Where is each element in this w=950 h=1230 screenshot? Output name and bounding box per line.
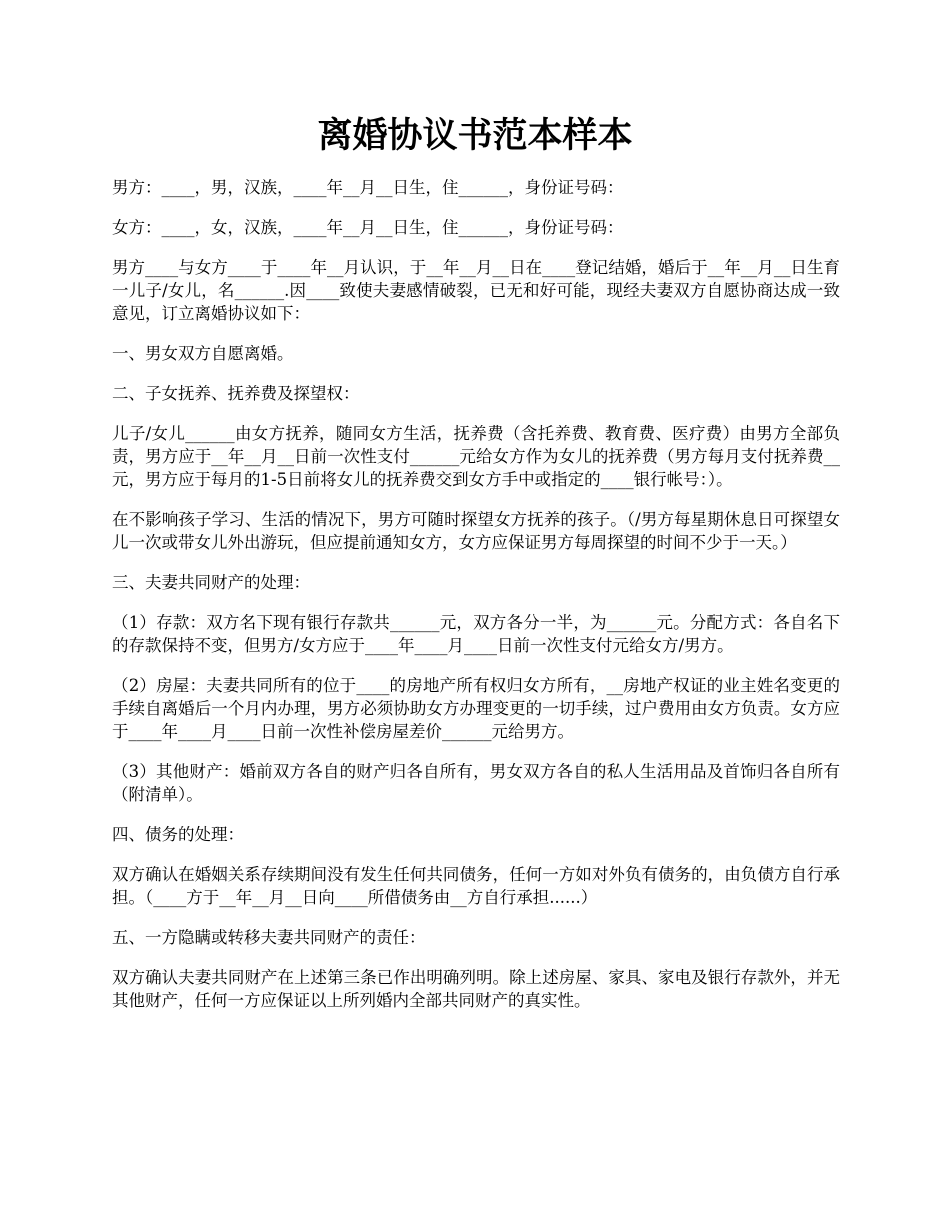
debts-paragraph: 双方确认在婚姻关系存续期间没有发生任何共同债务，任何一方如对外负有债务的，由负债方自行承担。（____方于__年__月__日向____所借债务由__方自行承担......） <box>112 865 840 907</box>
section-heading-divorce: 一、男女双方自愿离婚。 <box>112 344 294 363</box>
document-title: 离婚协议书范本样本 <box>317 115 633 156</box>
party-female-paragraph: 女方：____，女，汉族，____年__月__日生，住______，身份证号码： <box>112 218 624 237</box>
property-other-paragraph: （3）其他财产：婚前双方各自的财产归各自所有，男女双方各自的私人生活用品及首饰归各自所有（附清单）。 <box>112 762 840 804</box>
marriage-background-paragraph: 男方____与女方____于____年__月认识，于__年__月__日在____登记结婚，婚后于__年__月__日生育一儿子/女儿，名______.因____致使夫妻感情破裂，已无和好可能，现经夫妻双方自愿协商达成一致意见，订立离婚协议如下： <box>112 258 840 323</box>
document-body <box>112 176 840 1029</box>
property-house-paragraph: （2）房屋：夫妻共同所有的位于____的房地产所有权归女方所有，__房地产权证的业主姓名变更的手续自离婚后一个月内办理，男方必须协助女方办理变更的一切手续，过户费用由女方负责。女方应于____年____月____日前一次性补偿房屋差价______元给男方。 <box>112 676 840 741</box>
concealment-paragraph: 双方确认夫妻共同财产在上述第三条已作出明确列明。除上述房屋、家具、家电及银行存款外，并无其他财产，任何一方应保证以上所列婚内全部共同财产的真实性。 <box>112 968 840 1010</box>
section-heading-custody: 二、子女抚养、抚养费及探望权： <box>112 384 360 403</box>
visitation-paragraph: 在不影响孩子学习、生活的情况下，男方可随时探望女方抚养的孩子。（/男方每星期休息日可探望女儿一次或带女儿外出游玩，但应提前通知女方，女方应保证男方每周探望的时间不少于一天。） <box>112 510 840 552</box>
section-heading-concealment: 五、一方隐瞒或转移夫妻共同财产的责任： <box>112 928 426 947</box>
custody-support-paragraph: 儿子/女儿______由女方抚养，随同女方生活，抚养费（含托养费、教育费、医疗费）由男方全部负责，男方应于__年__月__日前一次性支付______元给女方作为女儿的抚养费（男方每月支付抚养费__元，男方应于每月的1-5日前将女儿的抚养费交到女方手中或指定的____银行帐号：）。 <box>112 424 840 489</box>
party-male-paragraph: 男方：____，男，汉族，____年__月__日生，住______，身份证号码： <box>112 178 624 197</box>
property-deposits-paragraph: （1）存款：双方名下现有银行存款共______元，双方各分一半，为______元。分配方式：各自名下的存款保持不变，但男方/女方应于____年____月____日前一次性支付元给女方/男方。 <box>112 613 840 655</box>
section-heading-debts: 四、债务的处理： <box>112 825 244 844</box>
section-heading-property: 三、夫妻共同财产的处理： <box>112 573 310 592</box>
